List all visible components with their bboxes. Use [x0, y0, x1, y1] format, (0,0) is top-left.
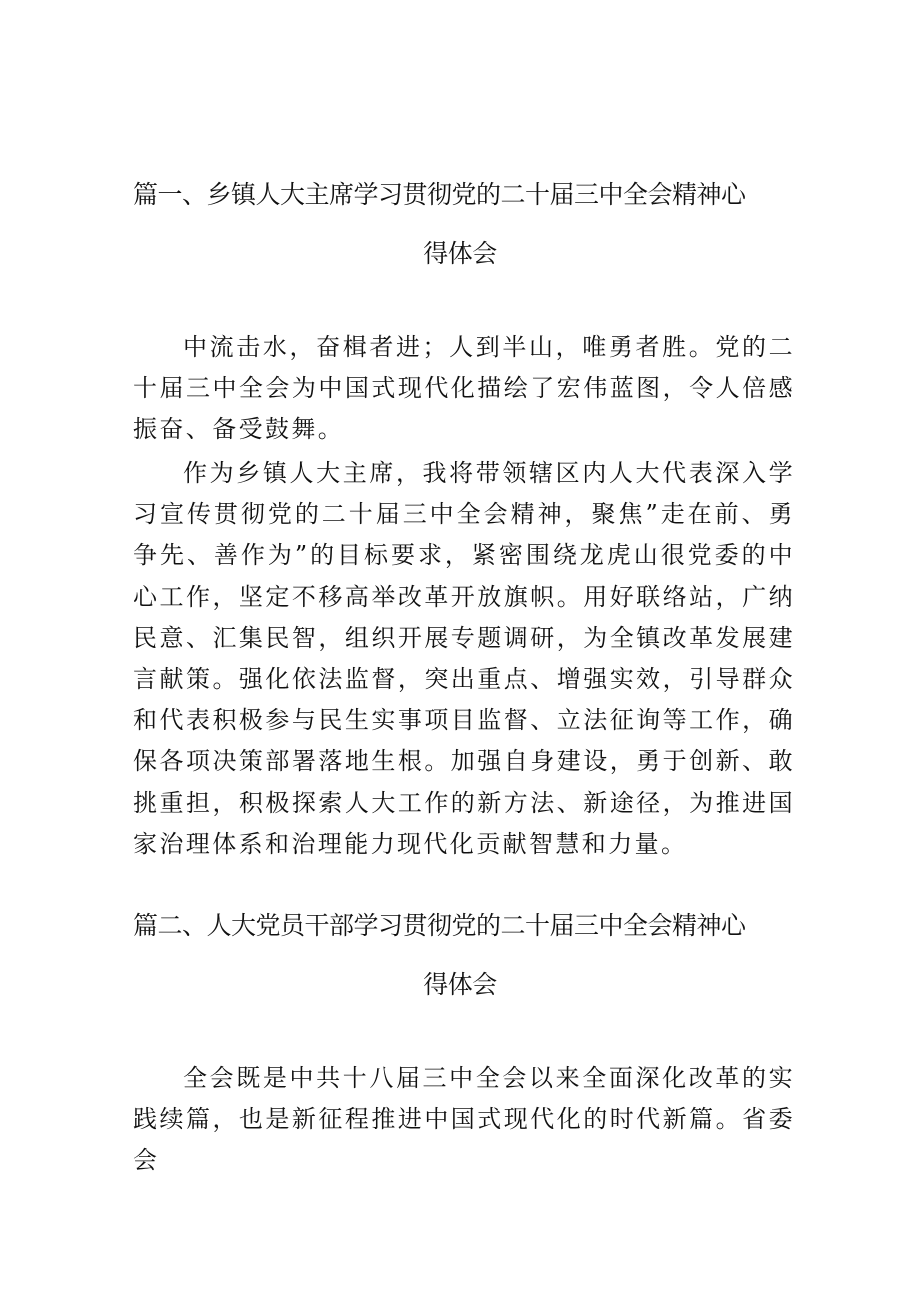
section-1-paragraph-2: 作为乡镇人大主席，我将带领辖区内人大代表深入学习宣传贯彻党的二十届三中全会精神，聚焦”走在前、勇争先、善作为”的目标要求，紧密围绕龙虎山很党委的中心工作，坚定不移高举改革开放旗帜。用好联络站，广纳民意、汇集民智，组织开展专题调研，为全镇改革发展建言献策。强化依法监督，突出重点、增强实效，引导群众和代表积极参与民生实事项目监督、立法征询等工作，确保各项决策部署落地生根。加强自身建设，勇于创新、敢挑重担，积极探索人大工作的新方法、新途径，为推进国家治理体系和治理能力现代化贡献智慧和力量。: [133, 459, 795, 858]
section-1-title-line2: 得体会: [423, 239, 497, 268]
section-2-paragraph-1: 全会既是中共十八届三中全会以来全面深化改革的实践续篇，也是新征程推进中国式现代化的时代新篇。省委会: [133, 1064, 795, 1175]
section-2-title-line1: 篇二、人大党员干部学习贯彻党的二十届三中全会精神心: [133, 911, 746, 940]
section-1-paragraph-1: 中流击水，奋楫者进；人到半山，唯勇者胜。党的二十届三中全会为中国式现代化描绘了宏伟蓝图，令人倍感振奋、备受鼓舞。: [133, 333, 795, 444]
section-1-title-line1: 篇一、乡镇人大主席学习贯彻党的二十届三中全会精神心: [133, 180, 746, 209]
section-2-title-line2: 得体会: [423, 970, 497, 999]
